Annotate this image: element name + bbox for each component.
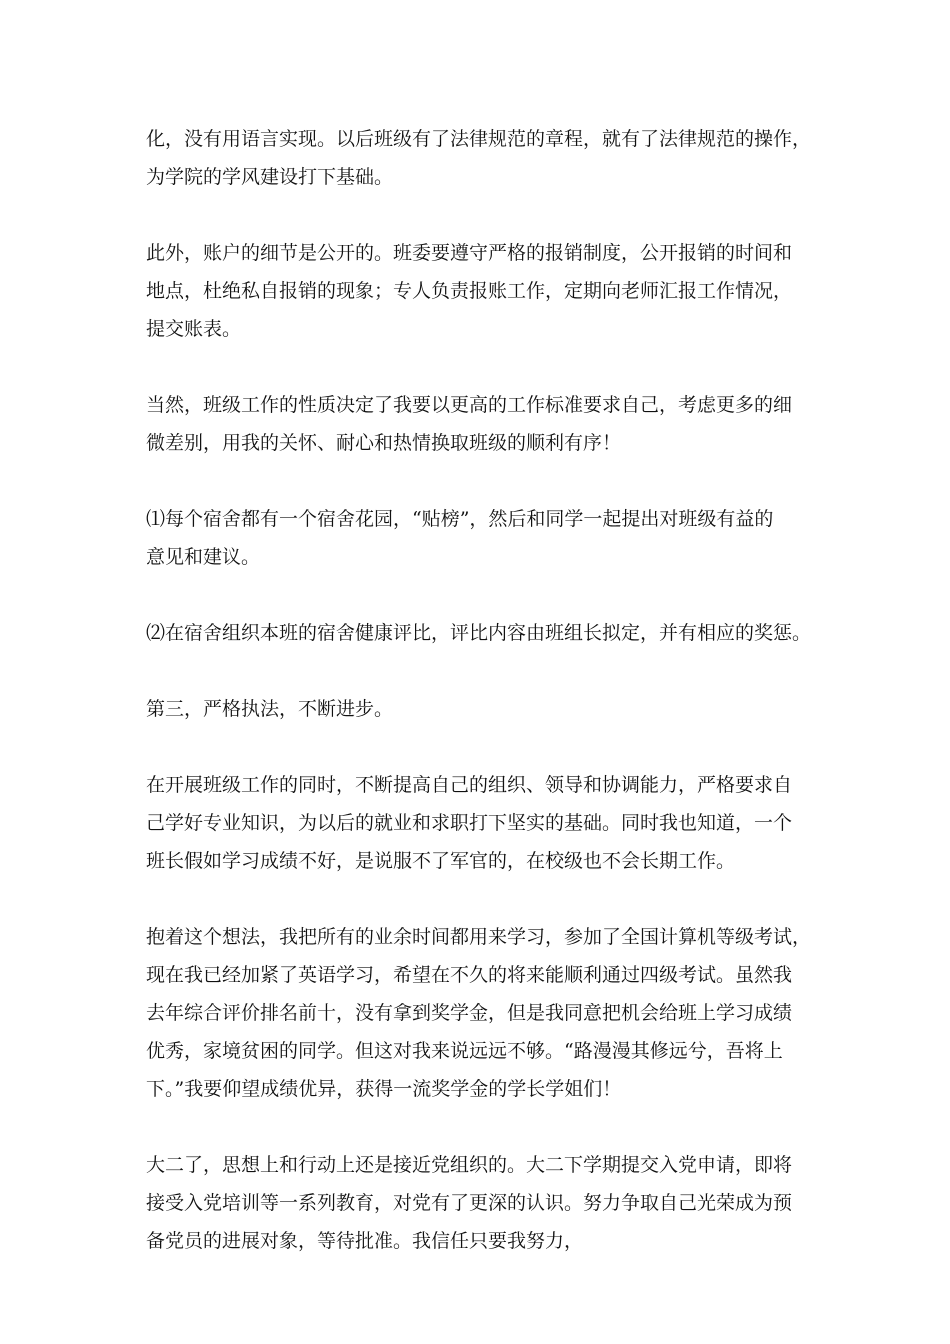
paragraph bbox=[146, 386, 826, 462]
text-line: 去年综合评价排名前十，没有拿到奖学金，但是我同意把机会给班上学习成绩 bbox=[146, 1002, 793, 1024]
paragraph bbox=[146, 690, 826, 728]
text-line: 优秀，家境贫困的同学。但这对我来说远远不够。“路漫漫其修远兮，吾将上 bbox=[146, 1040, 783, 1062]
paragraph bbox=[146, 120, 826, 196]
paragraph bbox=[146, 918, 826, 1108]
document-body bbox=[146, 120, 826, 1260]
text-line: 备党员的进展对象，等待批准。我信任只要我努力， bbox=[146, 1230, 584, 1252]
text-line: 化，没有用语言实现。以后班级有了法律规范的章程，就有了法律规范的操作， bbox=[146, 128, 812, 150]
text-line: ⑵在宿舍组织本班的宿舍健康评比，评比内容由班组长拟定，并有相应的奖惩。 bbox=[146, 622, 812, 644]
text-line: 为学院的学风建设打下基础。 bbox=[146, 166, 394, 188]
paragraph bbox=[146, 614, 826, 652]
paragraph-gap bbox=[146, 880, 826, 918]
text-line: 微差别，用我的关怀、耐心和热情换取班级的顺利有序！ bbox=[146, 432, 622, 454]
text-line: 下。”我要仰望成绩优异，获得一流奖学金的学长学姐们！ bbox=[146, 1078, 622, 1100]
paragraph-gap bbox=[146, 196, 826, 234]
text-line: ⑴每个宿舍都有一个宿舍花园，“贴榜”，然后和同学一起提出对班级有益的 bbox=[146, 508, 774, 530]
text-line: 意见和建议。 bbox=[146, 546, 261, 568]
text-line: 地点，杜绝私自报销的现象；专人负责报账工作，定期向老师汇报工作情况， bbox=[146, 280, 793, 302]
paragraph-gap bbox=[146, 652, 826, 690]
paragraph-gap bbox=[146, 462, 826, 500]
text-line: 第三，严格执法，不断进步。 bbox=[146, 698, 394, 720]
text-line: 提交账表。 bbox=[146, 318, 242, 340]
text-line: 抱着这个想法，我把所有的业余时间都用来学习，参加了全国计算机等级考试， bbox=[146, 926, 812, 948]
paragraph-gap bbox=[146, 576, 826, 614]
paragraph bbox=[146, 234, 826, 348]
paragraph-gap bbox=[146, 1108, 826, 1146]
text-line: 己学好专业知识，为以后的就业和求职打下坚实的基础。同时我也知道，一个 bbox=[146, 812, 793, 834]
paragraph-gap bbox=[146, 348, 826, 386]
text-line: 此外，账户的细节是公开的。班委要遵守严格的报销制度，公开报销的时间和 bbox=[146, 242, 793, 264]
text-line: 在开展班级工作的同时，不断提高自己的组织、领导和协调能力，严格要求自 bbox=[146, 774, 793, 796]
paragraph bbox=[146, 500, 826, 576]
paragraph bbox=[146, 766, 826, 880]
text-line: 班长假如学习成绩不好，是说服不了军官的，在校级也不会长期工作。 bbox=[146, 850, 736, 872]
text-line: 当然，班级工作的性质决定了我要以更高的工作标准要求自己，考虑更多的细 bbox=[146, 394, 793, 416]
paragraph-gap bbox=[146, 728, 826, 766]
text-line: 大二了，思想上和行动上还是接近党组织的。大二下学期提交入党申请，即将 bbox=[146, 1154, 793, 1176]
text-line: 接受入党培训等一系列教育，对党有了更深的认识。努力争取自己光荣成为预 bbox=[146, 1192, 793, 1214]
paragraph bbox=[146, 1146, 826, 1260]
text-line: 现在我已经加紧了英语学习，希望在不久的将来能顺利通过四级考试。虽然我 bbox=[146, 964, 793, 986]
